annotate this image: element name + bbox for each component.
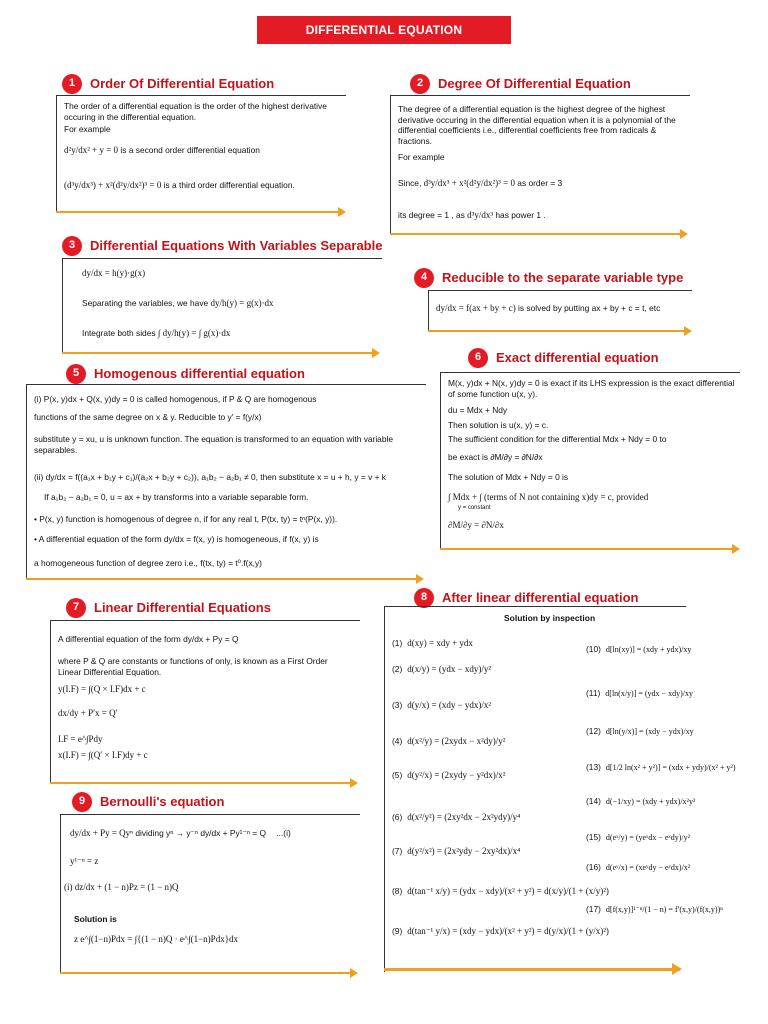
degree-example-label: For example bbox=[398, 152, 445, 162]
section-degree-arrow bbox=[390, 233, 686, 235]
bernoulli-sub: y¹⁻ⁿ = z bbox=[70, 856, 99, 866]
separable-eq: dy/dx = h(y)·g(x) bbox=[82, 268, 146, 278]
order-example-2 bbox=[64, 180, 295, 191]
inspection-item-eq: d(tan⁻¹ x/y) = (ydx − xdy)/(x² + y²) = d(x/y)/(1 + (x/y)²) bbox=[407, 886, 609, 896]
section-inspection-arrow bbox=[384, 968, 680, 971]
order-eq-2-note: is a third order differential equation. bbox=[163, 180, 295, 190]
bernoulli-solution-label: Solution is bbox=[74, 914, 117, 924]
section-title: Differential Equations With Variables Separable bbox=[90, 237, 383, 253]
inspection-item-number: (7) bbox=[392, 846, 403, 856]
degree-power bbox=[398, 210, 546, 221]
section-degree bbox=[410, 74, 631, 94]
homogenous-line-3: substitute y = xu, u is unknown function. The equation is transformed to an equation with variable separables. bbox=[34, 434, 394, 455]
inspection-item-number: (2) bbox=[392, 664, 403, 674]
reducible-text: is solved by putting ax + by + c = t, etc bbox=[518, 303, 661, 313]
inspection-item-number: (1) bbox=[392, 638, 403, 648]
inspection-item-eq: d(y²/x) = (2xydy − y²dx)/x² bbox=[407, 770, 506, 780]
homogenous-line-2: functions of the same degree on x & y. Reducible to y′ = f(y/x) bbox=[34, 412, 262, 422]
inspection-item bbox=[392, 846, 520, 857]
section-number: 1 bbox=[62, 74, 82, 94]
inspection-item bbox=[392, 770, 506, 781]
integrate-text: Integrate both sides bbox=[82, 328, 156, 338]
section-number: 2 bbox=[410, 74, 430, 94]
section-inspection-frame bbox=[384, 606, 686, 972]
section-bernoulli bbox=[72, 792, 224, 812]
inspection-item-eq: d(−1/xy) = (xdy + ydx)/x²y² bbox=[605, 797, 696, 806]
degree-order: as order = 3 bbox=[517, 178, 563, 188]
bernoulli-line-1 bbox=[70, 828, 291, 839]
order-definition: The order of a differential equation is the order of the highest derivative occuring in the differential equation. bbox=[64, 101, 327, 122]
inspection-item-number: (3) bbox=[392, 700, 403, 710]
section-number: 4 bbox=[414, 268, 434, 288]
bernoulli-transformed: (i) dz/dx + (1 − n)Pz = (1 − n)Q bbox=[64, 882, 179, 892]
homogenous-line-5: If a₁b₂ − a₂b₁ = 0, u = ax + by transforms into a variable separable form. bbox=[44, 492, 309, 502]
separable-step-eq: dy/h(y) = g(x)·dx bbox=[210, 298, 274, 308]
inspection-item-eq: d(eˣ/y) = (yeˣdx − eˣdy)/y² bbox=[605, 833, 691, 842]
section-title: Exact differential equation bbox=[496, 349, 659, 365]
section-number: 7 bbox=[66, 598, 86, 618]
order-eq-2: (d³y/dx³) + x²(d²y/dx²)³ = 0 bbox=[64, 180, 162, 190]
section-title: After linear differential equation bbox=[442, 589, 639, 605]
order-example-label: For example bbox=[64, 124, 111, 134]
inspection-item bbox=[392, 700, 491, 711]
order-eq-1: d²y/dx² + y = 0 bbox=[64, 145, 119, 155]
degree-example bbox=[398, 178, 562, 189]
section-separable bbox=[62, 236, 382, 256]
degree-text: its degree = 1 , as bbox=[398, 210, 465, 220]
linear-eq-3: I.F = e^∫Pdy bbox=[58, 734, 103, 744]
page-title: DIFFERENTIAL EQUATION bbox=[257, 16, 511, 44]
section-reducible bbox=[414, 268, 683, 288]
inspection-item-number: (8) bbox=[392, 886, 403, 896]
degree-tail: has power 1 . bbox=[495, 210, 546, 220]
linear-eq-2: dx/dy + P′x = Q′ bbox=[58, 708, 118, 718]
inspection-item-eq: d(x²/y²) = (2xy²dx − 2x²ydy)/y⁴ bbox=[407, 812, 521, 822]
inspection-item-eq: d(y²/x²) = (2x²ydy − 2xy²dx)/x⁴ bbox=[407, 846, 521, 856]
linear-eq-4: x(I.F) = ∫(Q′ × I.F)dy + c bbox=[58, 750, 148, 760]
inspection-item-number: (15) bbox=[586, 832, 601, 842]
section-title: Degree Of Differential Equation bbox=[438, 75, 631, 91]
linear-line-2: where P & Q are constants or functions of only, is known as a First Order Linear Differential Equation. bbox=[58, 656, 328, 677]
section-number: 5 bbox=[66, 364, 86, 384]
bernoulli-solution: z e^∫(1−n)Pdx = ∫{(1 − n)Q · e^∫(1−n)Pdx}dx bbox=[74, 934, 239, 944]
inspection-subtitle: Solution by inspection bbox=[504, 613, 596, 623]
section-title: Reducible to the separate variable type bbox=[442, 269, 684, 285]
bernoulli-divide: dividing yⁿ → y⁻ⁿ dy/dx + Py¹⁻ⁿ = Q bbox=[135, 828, 266, 838]
inspection-item-eq: d(tan⁻¹ y/x) = (xdy − ydx)/(x² + y²) = d(y/x)/(1 + (y/x)²) bbox=[407, 926, 609, 936]
degree-since: Since, bbox=[398, 178, 422, 188]
section-number: 9 bbox=[72, 792, 92, 812]
inspection-item-number: (4) bbox=[392, 736, 403, 746]
degree-definition: The degree of a differential equation is the highest degree of the highest derivative occuring in the differential equation when it is a polynomial of the differential coefficients i.e., differential coefficients free from radicals & fractions. bbox=[398, 104, 676, 146]
section-homogenous bbox=[66, 364, 305, 384]
homogenous-line-1: (i) P(x, y)dx + Q(x, y)dy = 0 is called homogenous, if P & Q are homogenous bbox=[34, 394, 317, 404]
order-example-1 bbox=[64, 145, 260, 156]
section-reducible-arrow bbox=[428, 330, 690, 332]
inspection-item-number: (9) bbox=[392, 926, 403, 936]
inspection-item-number: (16) bbox=[586, 862, 601, 872]
inspection-item-number: (10) bbox=[586, 644, 601, 654]
reducible-line bbox=[436, 303, 660, 314]
section-title: Order Of Differential Equation bbox=[90, 75, 275, 91]
inspection-item-eq: d[f(x,y)]¹⁻ⁿ/(1 − n) = f′(x,y)/(f(x,y))ⁿ bbox=[605, 905, 723, 914]
homogenous-line-7: • A differential equation of the form dy/dx = f(x, y) is homogeneous, if f(x, y) is bbox=[34, 534, 319, 544]
section-title: Homogenous differential equation bbox=[94, 365, 305, 381]
section-inspection bbox=[414, 588, 638, 608]
inspection-item-eq: d(x/y) = (ydx − xdy)/y² bbox=[407, 664, 492, 674]
inspection-item-number: (17) bbox=[586, 904, 601, 914]
exact-solution-eq: ∫ Mdx + ∫ (terms of N not containing x)dy = c, provided bbox=[448, 492, 649, 502]
inspection-item bbox=[392, 664, 491, 675]
section-title: Bernoulli's equation bbox=[100, 793, 225, 809]
inspection-item bbox=[586, 904, 723, 915]
section-homogenous-arrow bbox=[26, 578, 422, 580]
inspection-item-number: (12) bbox=[586, 726, 601, 736]
inspection-item-number: (11) bbox=[586, 688, 601, 698]
bernoulli-eq-label: ...(i) bbox=[276, 828, 291, 838]
inspection-item bbox=[586, 726, 694, 737]
inspection-item-eq: d(xy) = xdy + ydx bbox=[407, 638, 473, 648]
section-exact-arrow bbox=[440, 548, 738, 550]
bernoulli-eq: dy/dx + Py = Qyⁿ bbox=[70, 828, 133, 838]
separable-integrate bbox=[82, 328, 230, 339]
section-number: 6 bbox=[468, 348, 488, 368]
inspection-item-number: (14) bbox=[586, 796, 601, 806]
inspection-item-eq: d(y/x) = (xdy − ydx)/x² bbox=[407, 700, 492, 710]
inspection-item bbox=[392, 638, 473, 649]
section-order-arrow bbox=[56, 211, 344, 213]
inspection-item bbox=[392, 926, 609, 937]
integrate-eq: ∫ dy/h(y) = ∫ g(x)·dx bbox=[157, 328, 231, 338]
inspection-item-eq: d[ln(xy)] = (xdy + ydx)/xy bbox=[605, 645, 692, 654]
inspection-item bbox=[586, 832, 690, 843]
exact-solution: Then solution is u(x, y) = c. bbox=[448, 420, 549, 430]
section-exact bbox=[468, 348, 659, 368]
inspection-item-number: (6) bbox=[392, 812, 403, 822]
inspection-item-number: (5) bbox=[392, 770, 403, 780]
section-number: 8 bbox=[414, 588, 434, 608]
degree-derivative: d³y/dx³ bbox=[467, 210, 494, 220]
linear-eq-1: y(I.F) = ∫(Q × I.F)dx + c bbox=[58, 684, 146, 694]
exact-definition: M(x, y)dx + N(x, y)dy = 0 is exact if its LHS expression is the exact differential of some function u(x, y). bbox=[448, 378, 735, 399]
inspection-item bbox=[392, 812, 520, 823]
exact-du: du = Mdx + Ndy bbox=[448, 405, 508, 415]
inspection-item-eq: d(x²/y) = (2xydx − x²dy)/y² bbox=[407, 736, 506, 746]
inspection-item-eq: d[ln(x/y)] = (ydx − xdy)/xy bbox=[605, 689, 693, 698]
section-bernoulli-arrow bbox=[60, 972, 356, 974]
exact-condition-eq: be exact is ∂M/∂y = ∂N/∂x bbox=[448, 452, 543, 462]
section-number: 3 bbox=[62, 236, 82, 256]
homogenous-line-8: a homogeneous function of degree zero i.e., f(tx, ty) = t⁰.f(x,y) bbox=[34, 558, 262, 568]
inspection-item bbox=[392, 886, 609, 897]
linear-line-1: A differential equation of the form dy/dx + Py = Q bbox=[58, 634, 239, 644]
exact-proviso: ∂M/∂y = ∂N/∂x bbox=[448, 520, 504, 530]
reducible-eq: dy/dx = f(ax + by + c) bbox=[436, 303, 516, 313]
section-linear-arrow bbox=[50, 782, 356, 784]
section-separable-arrow bbox=[62, 352, 378, 354]
homogenous-line-6: • P(x, y) function is homogenous of degree n, if for any real t, P(tx, ty) = tⁿ(P(x, y)). bbox=[34, 514, 338, 524]
separable-text: Separating the variables, we have bbox=[82, 298, 209, 308]
homogenous-line-4: (ii) dy/dx = f((a₁x + b₁y + c₁)/(a₂x + b₂y + c₂)), a₁b₂ − a₂b₁ ≠ 0, then substitute x = u + h, y = v + k bbox=[34, 472, 386, 482]
inspection-item-eq: d(eʸ/x) = (xeʸdy − eʸdx)/x² bbox=[605, 863, 691, 872]
inspection-item bbox=[586, 644, 691, 655]
exact-solution-subscript: y = constant bbox=[458, 505, 491, 511]
order-eq-1-note: is a second order differential equation bbox=[120, 145, 260, 155]
inspection-item bbox=[586, 796, 695, 807]
section-title: Linear Differential Equations bbox=[94, 599, 271, 615]
inspection-item-number: (13) bbox=[586, 762, 601, 772]
inspection-item bbox=[586, 688, 693, 699]
section-linear bbox=[66, 598, 271, 618]
inspection-item bbox=[586, 862, 690, 873]
exact-condition: The sufficient condition for the differential Mdx + Ndy = 0 to bbox=[448, 434, 667, 444]
inspection-item bbox=[586, 762, 736, 773]
inspection-item-eq: d[ln(y/x)] = (xdy − ydx)/xy bbox=[605, 727, 694, 736]
inspection-item-eq: d[1/2 ln(x² + y²)] = (xdx + ydy)/(x² + y²) bbox=[605, 763, 736, 772]
inspection-item bbox=[392, 736, 506, 747]
degree-eq: d³y/dx³ + x²(d²y/dx²)³ = 0 bbox=[423, 178, 515, 188]
section-order bbox=[62, 74, 274, 94]
separable-step bbox=[82, 298, 274, 309]
exact-solution-label: The solution of Mdx + Ndy = 0 is bbox=[448, 472, 569, 482]
